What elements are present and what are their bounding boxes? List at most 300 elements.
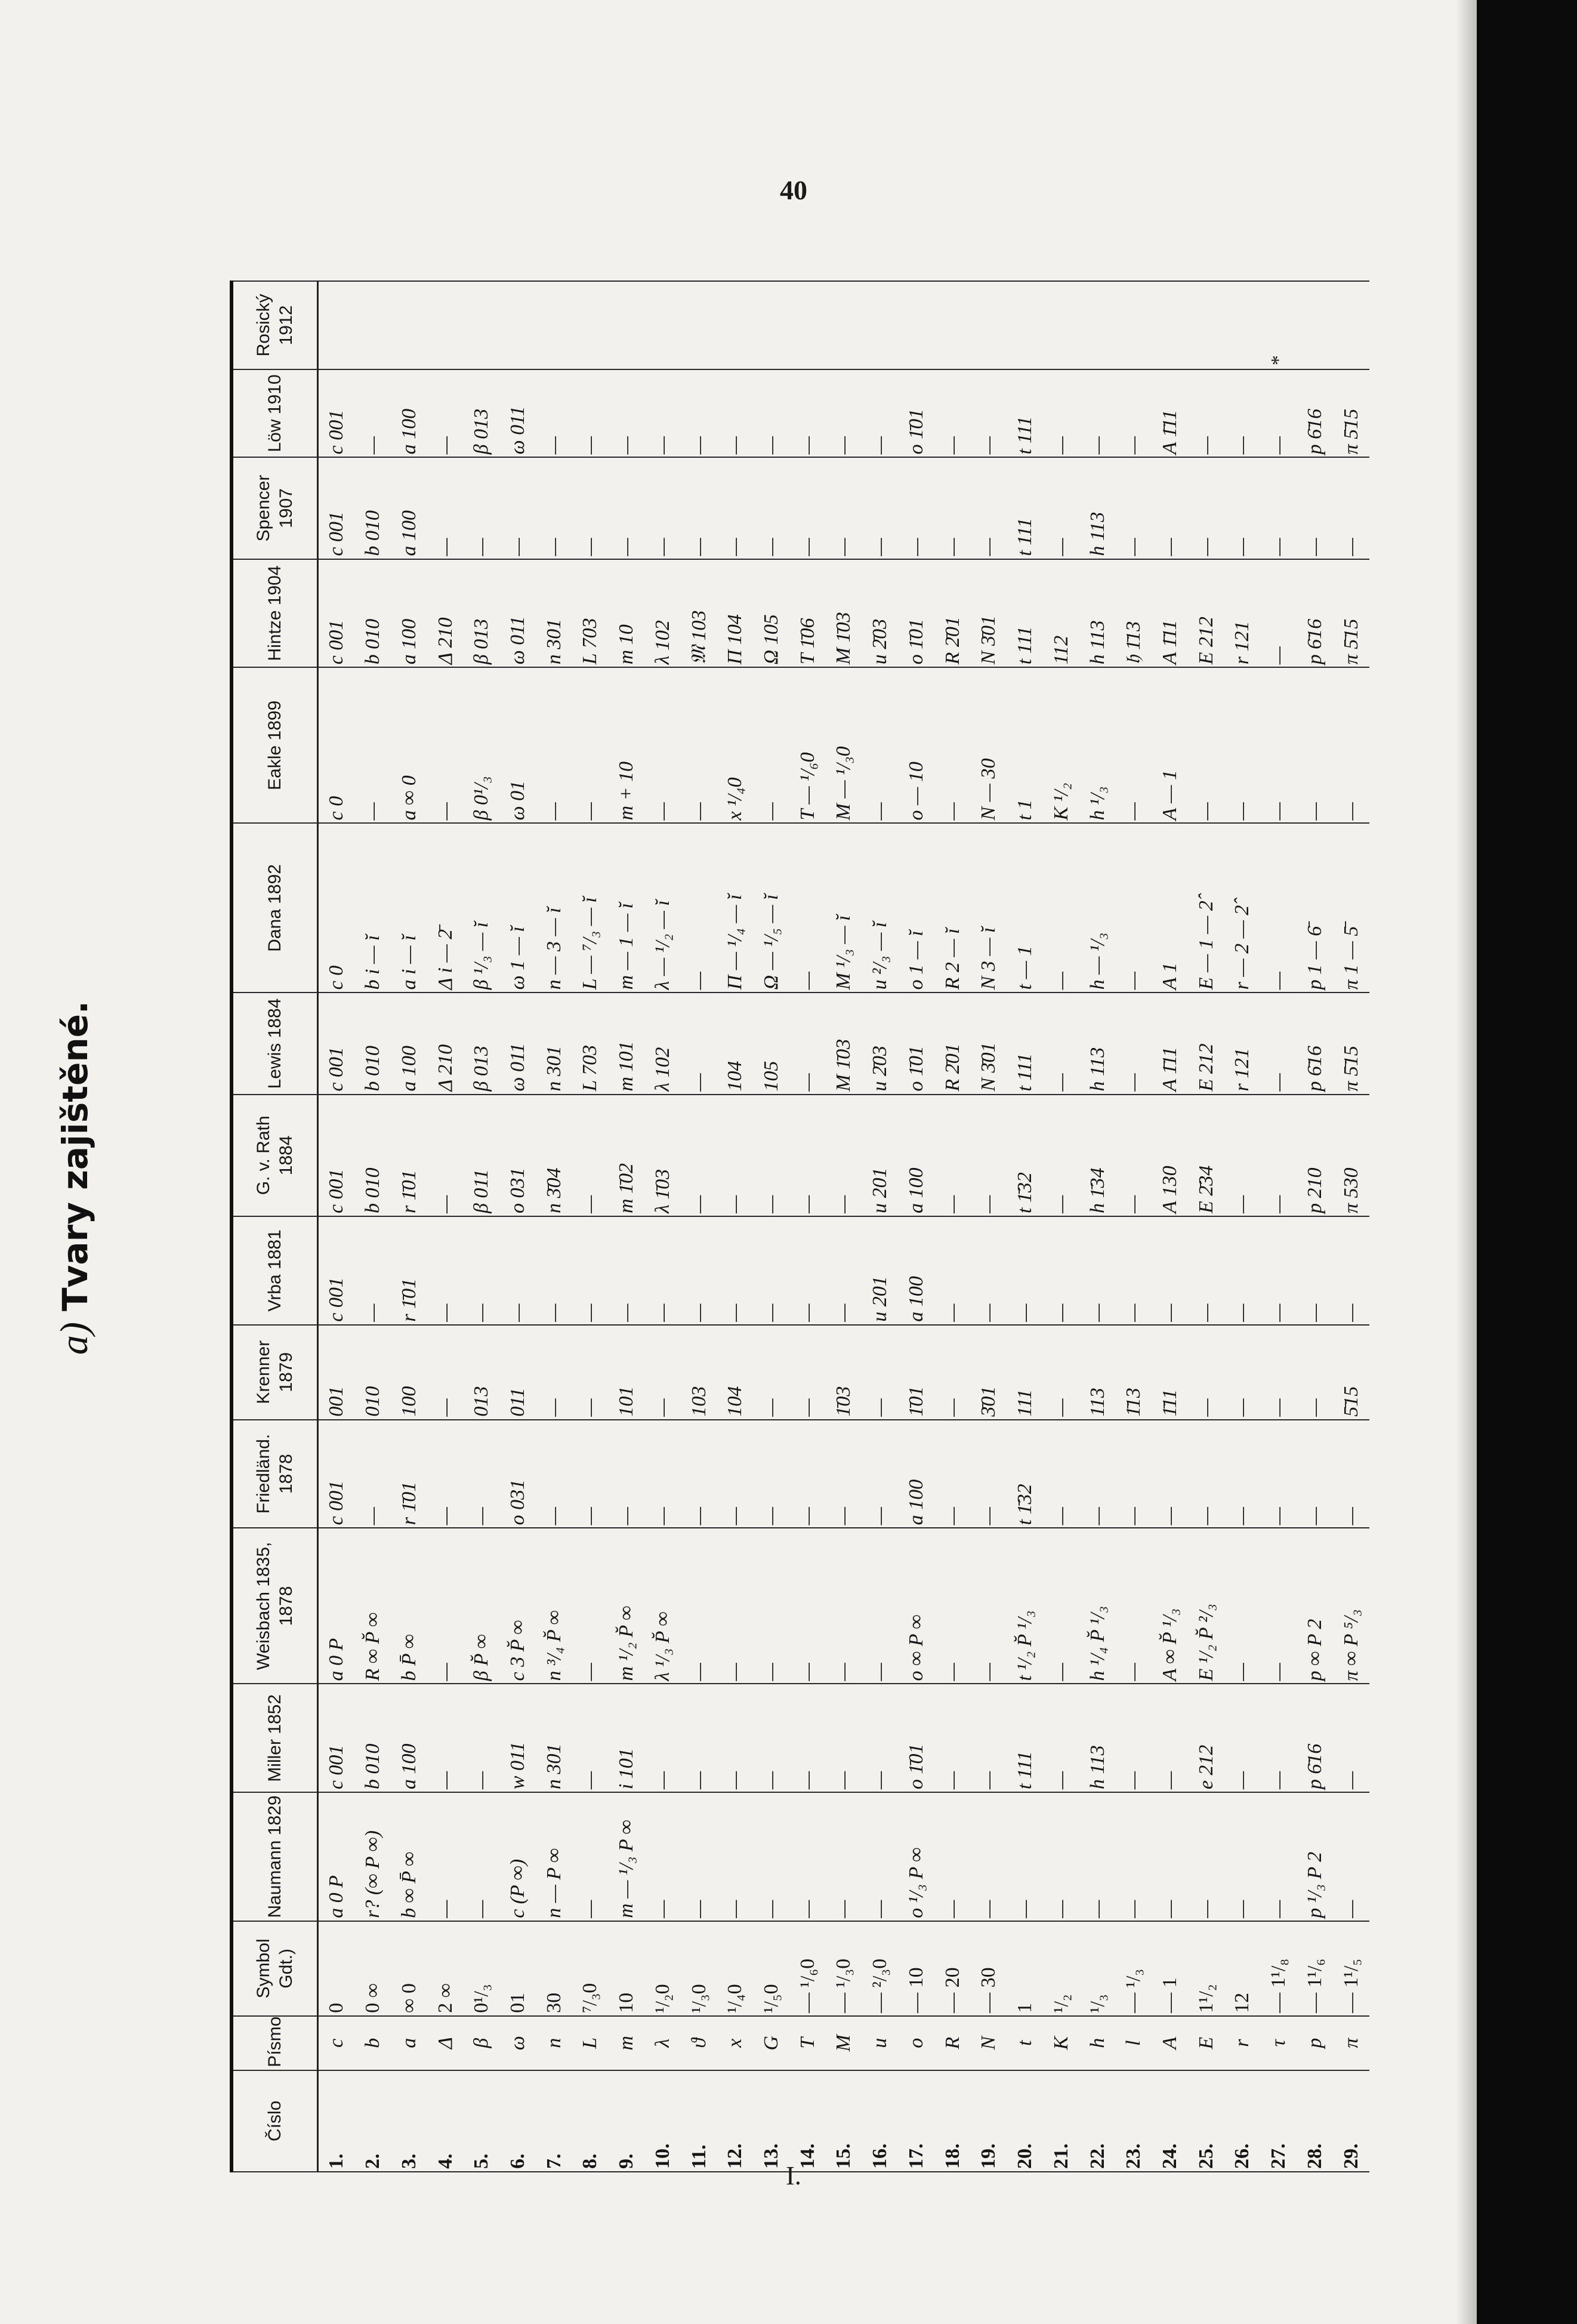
- table-cell: 113: [1079, 1325, 1116, 1420]
- table-cell: β P̆ ∞: [464, 1528, 500, 1684]
- table-row: [318, 281, 355, 2172]
- table-cell: [717, 281, 754, 369]
- table-cell: —: [645, 457, 681, 559]
- column-header: Rosický 1912: [232, 281, 318, 369]
- table-cell: —: [1116, 1684, 1152, 1793]
- table-cell: p 6̄16: [1297, 993, 1333, 1094]
- table-cell: —: [789, 1528, 826, 1684]
- table-cell: ⁷/₃0: [572, 1921, 609, 2016]
- table-cell: —: [754, 1420, 790, 1528]
- table-cell: [1079, 281, 1116, 369]
- table-cell: λ: [645, 2016, 681, 2070]
- table-cell: t 111: [1007, 369, 1044, 458]
- table-cell: n ³/₄ P̆ ∞: [536, 1528, 572, 1684]
- table-cell: —: [1224, 1420, 1261, 1528]
- table-cell: r? (∞ P ∞): [355, 1792, 391, 1921]
- table-cell: —: [754, 1095, 790, 1216]
- table-cell: Π — ¹/₄ — ĭ: [717, 824, 754, 993]
- table-cell: [427, 281, 464, 369]
- table-cell: c 001: [318, 993, 355, 1094]
- table-row: [789, 281, 826, 2172]
- table-cell: —: [754, 1792, 790, 1921]
- table-cell: —: [789, 1325, 826, 1420]
- table-cell: 29.: [1333, 2070, 1369, 2172]
- table-cell: l: [1116, 2016, 1152, 2070]
- table-cell: 10: [609, 1921, 645, 2016]
- table-cell: 7.: [536, 2070, 572, 2172]
- table-cell: m + 10: [609, 667, 645, 823]
- table-cell: c 001: [318, 1684, 355, 1793]
- table-cell: —: [1333, 1420, 1369, 1528]
- table-cell: —: [971, 1420, 1007, 1528]
- column-header: Naumann 1829: [232, 1792, 318, 1921]
- forms-table-rotated: [230, 281, 1369, 2172]
- section-heading: [48, 400, 101, 1355]
- table-cell: π: [1333, 2016, 1369, 2070]
- table-cell: π ∞ P ⁵/₃: [1333, 1528, 1369, 1684]
- table-cell: —: [681, 1684, 717, 1793]
- table-cell: 1̄13: [1116, 1325, 1152, 1420]
- table-cell: —: [1079, 369, 1116, 458]
- table-cell: —: [1116, 1792, 1152, 1921]
- table-cell: —: [464, 1420, 500, 1528]
- table-cell: K: [1043, 2016, 1079, 2070]
- table-cell: —: [645, 1684, 681, 1793]
- table-cell: M 1̄03: [826, 993, 862, 1094]
- table-header-row: [232, 281, 318, 2172]
- table-cell: 001: [318, 1325, 355, 1420]
- table-cell: c 001: [318, 369, 355, 458]
- table-cell: T — ¹/₆0: [789, 667, 826, 823]
- table-cell: —: [717, 369, 754, 458]
- table-cell: —: [355, 1420, 391, 1528]
- table-cell: —: [1261, 1792, 1297, 1921]
- table-cell: 6.: [500, 2070, 536, 2172]
- table-cell: L: [572, 2016, 609, 2070]
- table-cell: 1.: [318, 2070, 355, 2172]
- table-cell: N — 30: [971, 667, 1007, 823]
- table-cell: b i — ĭ: [355, 824, 391, 993]
- table-row: [1079, 281, 1116, 2172]
- table-cell: —: [934, 1684, 971, 1793]
- table-cell: ¹/₂: [1043, 1921, 1079, 2016]
- table-cell: —: [572, 369, 609, 458]
- table-cell: —: [1188, 1216, 1224, 1325]
- table-cell: —: [754, 667, 790, 823]
- table-cell: 10.: [645, 2070, 681, 2172]
- table-cell: E 2̄34: [1188, 1095, 1224, 1216]
- table-cell: a 100: [391, 1684, 428, 1793]
- table-cell: ω 011: [500, 993, 536, 1094]
- table-cell: 5̄15: [1333, 1325, 1369, 1420]
- table-cell: Δ i — 2̄: [427, 824, 464, 993]
- table-cell: —: [500, 1216, 536, 1325]
- table-cell: h 113: [1079, 559, 1116, 668]
- table-cell: Δ 210: [427, 559, 464, 668]
- table-cell: A 1: [1152, 824, 1189, 993]
- column-header: Vrba 1881: [232, 1216, 318, 1325]
- column-header: Symbol Gdt.): [232, 1921, 318, 2016]
- table-cell: r 1̄01: [391, 1216, 428, 1325]
- table-cell: — 1¹/₆: [1297, 1921, 1333, 2016]
- table-cell: —: [789, 1216, 826, 1325]
- table-cell: —: [1079, 1420, 1116, 1528]
- table-cell: 22.: [1079, 2070, 1116, 2172]
- table-row: [934, 281, 971, 2172]
- table-cell: —: [754, 369, 790, 458]
- table-cell: —: [826, 1095, 862, 1216]
- table-cell: —: [1152, 1792, 1189, 1921]
- table-cell: —: [1224, 457, 1261, 559]
- table-cell: b ∞ P̄ ∞: [391, 1792, 428, 1921]
- table-row: [717, 281, 754, 2172]
- section-title: Tvary zajištěné.: [55, 1000, 95, 1312]
- table-cell: —: [1261, 1684, 1297, 1793]
- table-cell: o 1̄01: [899, 993, 935, 1094]
- table-cell: —: [681, 1792, 717, 1921]
- table-cell: λ 1̄03: [645, 1095, 681, 1216]
- column-header: Friedländ. 1878: [232, 1420, 318, 1528]
- table-cell: —: [681, 1528, 717, 1684]
- table-cell: L — ⁷/₃ — ĭ: [572, 824, 609, 993]
- table-cell: —: [572, 1325, 609, 1420]
- table-cell: 2 ∞: [427, 1921, 464, 2016]
- table-cell: r 1̄01: [391, 1420, 428, 1528]
- table-cell: —: [645, 1325, 681, 1420]
- table-cell: 1̄11: [1152, 1325, 1189, 1420]
- page-edge-shadow: [1456, 0, 1480, 2324]
- table-cell: t: [1007, 2016, 1044, 2070]
- table-cell: t 111: [1007, 559, 1044, 668]
- table-cell: β 011: [464, 1095, 500, 1216]
- table-cell: —: [645, 1792, 681, 1921]
- table-cell: [789, 281, 826, 369]
- table-cell: 1̄03: [826, 1325, 862, 1420]
- table-cell: E ¹/₂ P̆ ²/₃: [1188, 1528, 1224, 1684]
- table-cell: —: [681, 1420, 717, 1528]
- table-cell: m — 1 — ĭ: [609, 824, 645, 993]
- table-cell: R 2̄01: [934, 559, 971, 668]
- table-cell: R 2 — ĭ: [934, 824, 971, 993]
- table-cell: t 111: [1007, 993, 1044, 1094]
- table-cell: ¹/₅0: [754, 1921, 790, 2016]
- table-cell: —: [971, 369, 1007, 458]
- table-cell: Ω 105: [754, 559, 790, 668]
- table-cell: R: [934, 2016, 971, 2070]
- table-row: [1043, 281, 1079, 2172]
- table-body: [318, 281, 1370, 2172]
- table-cell: 23.: [1116, 2070, 1152, 2172]
- table-cell: β ¹/₃ — ĭ: [464, 824, 500, 993]
- table-cell: t ¹/₂ P̆ ¹/₃: [1007, 1528, 1044, 1684]
- table-cell: —: [1261, 1095, 1297, 1216]
- table-cell: —: [572, 1420, 609, 1528]
- table-cell: 30: [536, 1921, 572, 2016]
- table-cell: —: [1043, 1325, 1079, 1420]
- table-cell: —: [789, 1792, 826, 1921]
- table-cell: —: [1261, 457, 1297, 559]
- table-cell: —: [789, 1095, 826, 1216]
- table-cell: —: [609, 457, 645, 559]
- table-cell: —: [934, 457, 971, 559]
- table-cell: b 010: [355, 1684, 391, 1793]
- table-cell: ϑ: [681, 2016, 717, 2070]
- table-cell: c 001: [318, 1216, 355, 1325]
- table-cell: 8.: [572, 2070, 609, 2172]
- table-cell: —: [427, 1216, 464, 1325]
- table-row: [1333, 281, 1369, 2172]
- table-cell: u: [862, 2016, 899, 2070]
- table-cell: —: [355, 667, 391, 823]
- table-cell: —: [464, 1216, 500, 1325]
- table-cell: —: [1297, 1216, 1333, 1325]
- table-cell: 3.: [391, 2070, 428, 2172]
- table-cell: —: [1297, 667, 1333, 823]
- table-cell: —: [1188, 457, 1224, 559]
- table-cell: —: [971, 1528, 1007, 1684]
- table-cell: —: [1261, 993, 1297, 1094]
- table-cell: 112: [1043, 559, 1079, 668]
- table-cell: —: [1261, 667, 1297, 823]
- table-row: [1261, 281, 1297, 2172]
- table-cell: —: [862, 1420, 899, 1528]
- table-cell: A 1̄11: [1152, 369, 1189, 458]
- table-row: [1224, 281, 1261, 2172]
- table-cell: [826, 281, 862, 369]
- table-cell: [1043, 281, 1079, 369]
- table-cell: —: [427, 1420, 464, 1528]
- table-cell: n — P ∞: [536, 1792, 572, 1921]
- table-cell: —: [1079, 1216, 1116, 1325]
- table-cell: —: [1261, 369, 1297, 458]
- table-row: [754, 281, 790, 2172]
- table-cell: —: [862, 667, 899, 823]
- table-cell: —: [1007, 1216, 1044, 1325]
- table-cell: —: [681, 824, 717, 993]
- table-cell: c (P ∞): [500, 1792, 536, 1921]
- table-cell: —: [645, 1420, 681, 1528]
- table-cell: t 111: [1007, 1684, 1044, 1793]
- table-cell: —: [1333, 457, 1369, 559]
- table-row: [971, 281, 1007, 2172]
- table-cell: —: [609, 1420, 645, 1528]
- table-cell: λ 102: [645, 993, 681, 1094]
- table-cell: —: [572, 1684, 609, 1793]
- table-cell: t 1̄32: [1007, 1095, 1044, 1216]
- table-cell: —: [681, 993, 717, 1094]
- table-row: [1152, 281, 1189, 2172]
- table-cell: —: [1043, 1792, 1079, 1921]
- table-cell: —: [789, 1684, 826, 1793]
- table-cell: [572, 281, 609, 369]
- table-cell: —: [934, 1420, 971, 1528]
- table-cell: —: [826, 369, 862, 458]
- table-cell: N 3 — ĭ: [971, 824, 1007, 993]
- column-header: Písmo: [232, 2016, 318, 2070]
- table-cell: —: [717, 1095, 754, 1216]
- table-cell: —: [1297, 1420, 1333, 1528]
- table-cell: [681, 281, 717, 369]
- table-cell: — 10: [899, 1921, 935, 2016]
- table-cell: —: [1043, 1216, 1079, 1325]
- table-cell: —: [971, 1216, 1007, 1325]
- table-cell: N 3̄01: [971, 993, 1007, 1094]
- table-cell: ω: [500, 2016, 536, 2070]
- table-cell: [934, 281, 971, 369]
- table-cell: R ∞ P̆ ∞: [355, 1528, 391, 1684]
- table-cell: 3̄01: [971, 1325, 1007, 1420]
- table-cell: —: [826, 1216, 862, 1325]
- table-cell: —: [1188, 667, 1224, 823]
- table-cell: —: [789, 369, 826, 458]
- table-cell: — 1¹/₈: [1261, 1921, 1297, 2016]
- table-cell: p ∞ P 2: [1297, 1528, 1333, 1684]
- table-cell: —: [536, 1420, 572, 1528]
- table-row: [681, 281, 717, 2172]
- table-cell: π 5̄15: [1333, 559, 1369, 668]
- table-cell: —: [681, 667, 717, 823]
- table-cell: p 6̄16: [1297, 369, 1333, 458]
- table-cell: h 113: [1079, 1684, 1116, 1793]
- table-cell: E 212: [1188, 993, 1224, 1094]
- table-cell: [355, 281, 391, 369]
- table-cell: a 100: [899, 1216, 935, 1325]
- table-cell: A — 1: [1152, 667, 1189, 823]
- table-cell: —: [862, 1325, 899, 1420]
- table-cell: 105: [754, 993, 790, 1094]
- table-cell: N 3̄01: [971, 559, 1007, 668]
- table-cell: a 100: [391, 993, 428, 1094]
- table-cell: —: [1224, 1528, 1261, 1684]
- table-cell: — 1¹/₅: [1333, 1921, 1369, 2016]
- table-cell: 01: [500, 1921, 536, 2016]
- table-cell: u 2̄03: [862, 559, 899, 668]
- table-cell: —: [1152, 1684, 1189, 1793]
- table-cell: [318, 281, 355, 369]
- table-cell: —: [427, 667, 464, 823]
- table-cell: u 2̄03: [862, 993, 899, 1094]
- table-row: [862, 281, 899, 2172]
- table-cell: [754, 281, 790, 369]
- table-cell: Ω — ¹/₅ — ĭ: [754, 824, 790, 993]
- table-cell: —: [681, 369, 717, 458]
- table-cell: —: [754, 1684, 790, 1793]
- table-cell: ω 01: [500, 667, 536, 823]
- table-cell: m 1̄02: [609, 1095, 645, 1216]
- table-cell: —: [1043, 1684, 1079, 1793]
- table-cell: c 0: [318, 824, 355, 993]
- table-cell: [1188, 281, 1224, 369]
- table-cell: —: [1043, 993, 1079, 1094]
- table-cell: 010: [355, 1325, 391, 1420]
- table-cell: 013: [464, 1325, 500, 1420]
- table-cell: i 101: [609, 1684, 645, 1793]
- table-row: [826, 281, 862, 2172]
- table-cell: —: [464, 457, 500, 559]
- table-cell: —: [1224, 1792, 1261, 1921]
- table-cell: 𝔐 103: [681, 559, 717, 668]
- table-cell: —: [826, 457, 862, 559]
- table-cell: 104: [717, 1325, 754, 1420]
- table-cell: M — ¹/₃0: [826, 667, 862, 823]
- table-cell: —: [862, 1528, 899, 1684]
- table-cell: 18.: [934, 2070, 971, 2172]
- table-cell: c 001: [318, 559, 355, 668]
- table-cell: x ¹/₄0: [717, 667, 754, 823]
- table-cell: λ ¹/₃ P̆ ∞: [645, 1528, 681, 1684]
- table-cell: —: [754, 1216, 790, 1325]
- table-cell: —: [826, 1792, 862, 1921]
- table-cell: π 5̄15: [1333, 993, 1369, 1094]
- table-cell: —: [1043, 824, 1079, 993]
- table-cell: π 1 — 5̄: [1333, 824, 1369, 993]
- table-cell: A 1̄11: [1152, 559, 1189, 668]
- table-cell: —: [572, 457, 609, 559]
- table-cell: A ∞ P̆ ¹/₃: [1152, 1528, 1189, 1684]
- table-cell: π 5̄15: [1333, 369, 1369, 458]
- table-cell: m: [609, 2016, 645, 2070]
- table-cell: —: [681, 1216, 717, 1325]
- table-cell: 0: [318, 1921, 355, 2016]
- table-cell: —: [717, 1420, 754, 1528]
- table-cell: —: [717, 1528, 754, 1684]
- table-cell: p 6̄16: [1297, 559, 1333, 668]
- table-cell: —: [789, 1420, 826, 1528]
- table-cell: β 0¹/₃: [464, 667, 500, 823]
- table-cell: —: [789, 993, 826, 1094]
- table-cell: —: [427, 1684, 464, 1793]
- table-cell: π 530: [1333, 1095, 1369, 1216]
- table-cell: —: [826, 1420, 862, 1528]
- table-cell: [1297, 281, 1333, 369]
- table-cell: 9.: [609, 2070, 645, 2172]
- column-header: Krenner 1879: [232, 1325, 318, 1420]
- table-cell: [536, 281, 572, 369]
- table-cell: λ 102: [645, 559, 681, 668]
- table-cell: m — ¹/₃ P ∞: [609, 1792, 645, 1921]
- table-cell: 16.: [862, 2070, 899, 2172]
- table-cell: 1¹/₂: [1188, 1921, 1224, 2016]
- table-cell: b 010: [355, 993, 391, 1094]
- table-cell: —: [464, 1792, 500, 1921]
- table-cell: — ¹/₃0: [826, 1921, 862, 2016]
- table-cell: [899, 281, 935, 369]
- table-cell: ω 011: [500, 559, 536, 668]
- table-cell: a 100: [899, 1095, 935, 1216]
- table-cell: a 100: [391, 457, 428, 559]
- table-cell: R 2̄01: [934, 993, 971, 1094]
- table-cell: —: [500, 457, 536, 559]
- table-cell: —: [1116, 667, 1152, 823]
- table-cell: —: [934, 1095, 971, 1216]
- table-cell: ¹/₃: [1079, 1921, 1116, 2016]
- table-cell: ω 011: [500, 369, 536, 458]
- table-cell: 103: [681, 1325, 717, 1420]
- table-cell: —: [536, 667, 572, 823]
- table-cell: —: [1297, 1325, 1333, 1420]
- column-header: Miller 1852: [232, 1684, 318, 1793]
- table-cell: —: [1188, 369, 1224, 458]
- table-cell: n 301: [536, 559, 572, 668]
- table-cell: p 210: [1297, 1095, 1333, 1216]
- table-cell: a ∞ 0: [391, 667, 428, 823]
- table-cell: b P̄ ∞: [391, 1528, 428, 1684]
- table-cell: —: [427, 1095, 464, 1216]
- table-cell: n 301: [536, 993, 572, 1094]
- table-row: [572, 281, 609, 2172]
- table-cell: 1: [1007, 1921, 1044, 2016]
- table-cell: ¹/₄0: [717, 1921, 754, 2016]
